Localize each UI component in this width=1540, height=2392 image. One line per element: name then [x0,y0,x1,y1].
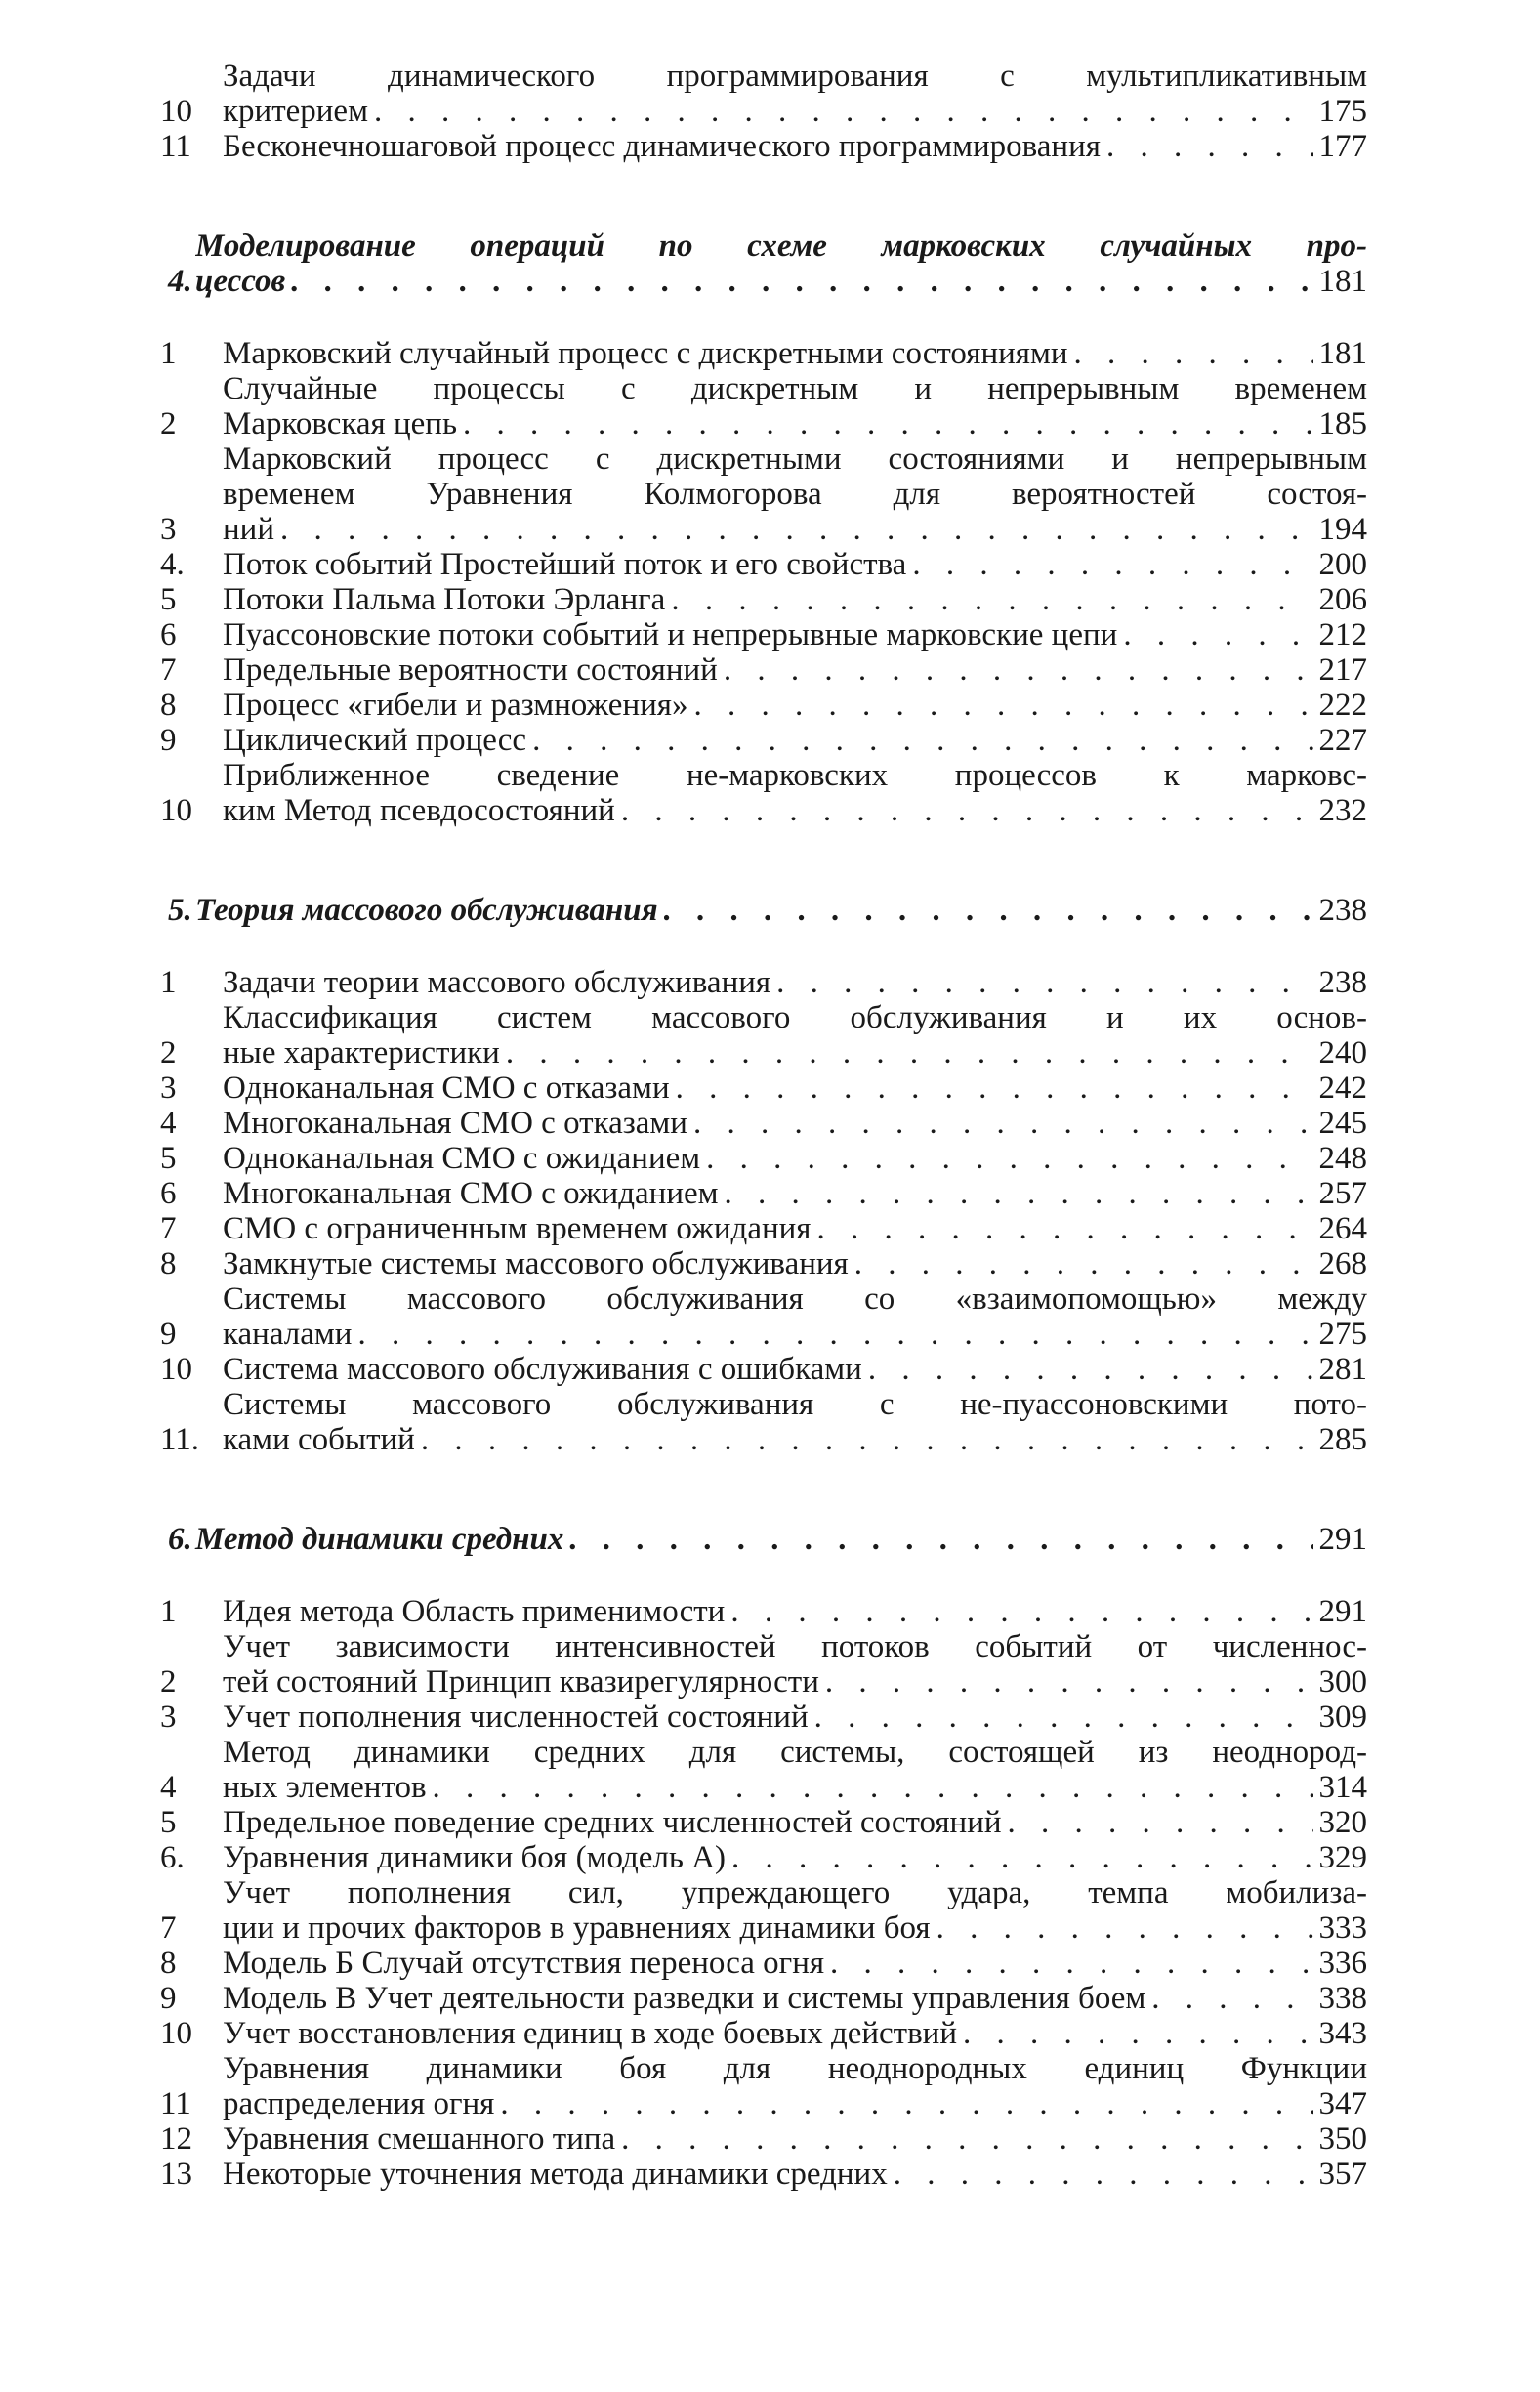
toc-entry-title-line: Системы массового обслуживания со «взаимопомощью» между [223,1281,1367,1317]
dot-leader [500,2086,1312,2121]
toc-entry-title-line: Многоканальная СМО с отказами [223,1106,687,1141]
toc-entry-title-line: временем Уравнения Колмогорова для вероятностей состоя- [223,477,1367,512]
dot-leader [374,94,1313,129]
toc-entry-page: 232 [1318,793,1367,828]
toc-entry[interactable] [156,688,1367,723]
chapter-number: 6. [168,1522,192,1557]
toc-entry-number: 10 [160,1352,192,1387]
toc-entry-number: 13 [160,2157,192,2192]
toc-entry-title-line: Случайные процессы с дискретным и непрерывным временем [223,371,1367,406]
toc-entry-number: 11 [160,2086,191,2121]
dot-leader [693,1106,1313,1141]
toc-entry-page: 291 [1318,1594,1367,1629]
toc-entry[interactable] [156,371,1367,441]
toc-entry-page: 194 [1318,512,1367,547]
toc-entry-page: 300 [1318,1664,1367,1700]
chapter-title-line: цессов [195,264,286,299]
toc-entry-title-line: Уравнения смешанного типа [223,2121,616,2157]
toc-entry[interactable] [156,965,1367,1000]
chapter-heading[interactable] [156,229,1367,299]
toc-entry-page: 175 [1318,94,1367,129]
toc-entry-number: 2 [160,1664,177,1700]
toc-entry-number: 3 [160,1070,177,1106]
toc-entry-title-line: тей состояний Принцип квазирегулярности [223,1664,819,1700]
toc-entry[interactable] [156,1176,1367,1211]
dot-leader [671,582,1312,617]
toc-entry-page: 347 [1318,2086,1367,2121]
toc-entry-page: 227 [1318,723,1367,758]
toc-entry-page: 212 [1318,617,1367,652]
toc-entry[interactable] [156,1735,1367,1805]
toc-entry-title-line: Одноканальная СМО с отказами [223,1070,670,1106]
toc-entry[interactable] [156,1805,1367,1840]
toc-entry-title-line: Потоки Пальма Потоки Эрланга [223,582,666,617]
dot-leader [532,723,1312,758]
toc-entry-page: 343 [1318,2016,1367,2051]
toc-entry-title-line: Замкнутые системы массового обслуживания [223,1246,849,1281]
dot-leader [706,1141,1312,1176]
dot-leader [725,1176,1313,1211]
toc-entry-number: 1 [160,1594,177,1629]
toc-entry-number: 8 [160,688,177,723]
toc-entry-page: 200 [1318,547,1367,582]
toc-entry[interactable] [156,652,1367,688]
toc-entry-title-line: Система массового обслуживания с ошибками [223,1352,862,1387]
toc-entry-page: 185 [1318,406,1367,441]
toc-entry-number: 4. [160,547,185,582]
dot-leader [1123,617,1312,652]
toc-entry[interactable] [156,1352,1367,1387]
toc-entry-number: 2 [160,1035,177,1070]
chapter-title-line: Моделирование операций по схеме марковских случайных про- [195,229,1367,264]
toc-entry-title-line: Модель В Учет деятельности разведки и системы управления боем [223,1981,1146,2016]
chapter-number: 5. [168,893,192,928]
dot-leader [1151,1981,1312,2016]
chapter-title-line: Метод динамики средних [195,1522,564,1557]
toc-entry[interactable] [156,1981,1367,2016]
toc-entry-number: 1 [160,336,177,371]
dot-leader [963,2016,1312,2051]
chapter-page: 181 [1318,264,1367,299]
toc-entry-title-line: Марковская цепь [223,406,458,441]
dot-leader [912,547,1312,582]
dot-leader [936,1910,1313,1946]
toc-entry-number: 8 [160,1246,177,1281]
toc-entry-number: 10 [160,94,192,129]
dot-leader [894,2157,1313,2192]
toc-entry-number: 6 [160,1176,177,1211]
dot-leader [1106,129,1313,164]
toc-entry-title-line: Учет пополнения численностей состояний [223,1700,809,1735]
dot-leader [621,2121,1312,2157]
toc-entry-page: 338 [1318,1981,1367,2016]
toc-entry-title-line: Бесконечношаговой процесс динамического программирования [223,129,1101,164]
toc-entry[interactable] [156,1281,1367,1352]
chapter-heading[interactable] [156,1522,1367,1557]
toc-entry[interactable] [156,1840,1367,1875]
toc-entry[interactable] [156,723,1367,758]
toc-entry-page: 285 [1318,1422,1367,1457]
toc-entry-page: 181 [1318,336,1367,371]
toc-entry-page: 257 [1318,1176,1367,1211]
toc-entry[interactable] [156,1246,1367,1281]
dot-leader [280,512,1313,547]
dot-leader [664,893,1313,928]
toc-entry-number: 9 [160,1317,177,1352]
toc-entry-page: 320 [1318,1805,1367,1840]
dot-leader [463,406,1312,441]
toc-entry-page: 336 [1318,1946,1367,1981]
toc-entry[interactable] [156,1946,1367,1981]
toc-entry[interactable] [156,2121,1367,2157]
toc-entry-page: 314 [1318,1770,1367,1805]
toc-entry-number: 3 [160,512,177,547]
toc-entry-page: 206 [1318,582,1367,617]
toc-entry-title-line: Уравнения динамики боя (модель А) [223,1840,727,1875]
chapter-number: 4. [168,264,192,299]
toc-entry-page: 268 [1318,1246,1367,1281]
chapter-title-line: Теория массового обслуживания [195,893,658,928]
toc-entry-page: 275 [1318,1317,1367,1352]
toc-entry[interactable] [156,1387,1367,1457]
toc-entry-title-line: Задачи динамического программирования с мультипликативным [223,59,1367,94]
toc-entry-number: 5 [160,1141,177,1176]
dot-leader [776,965,1312,1000]
dot-leader [693,688,1312,723]
chapter-page: 291 [1318,1522,1367,1557]
toc-entry-page: 177 [1318,129,1367,164]
toc-entry-page: 350 [1318,2121,1367,2157]
toc-entry-page: 248 [1318,1141,1367,1176]
toc-entry-number: 11. [160,1422,200,1457]
toc-entry-title-line: Приближенное сведение не-марковских процессов к марковс- [223,758,1367,793]
toc-entry-page: 242 [1318,1070,1367,1106]
toc-entry-number: 7 [160,1211,177,1246]
toc-entry-title-line: Учет восстановления единиц в ходе боевых действий [223,2016,958,2051]
chapter-page: 238 [1318,893,1367,928]
toc-entry[interactable] [156,1141,1367,1176]
dot-leader [724,652,1313,688]
dot-leader [621,793,1313,828]
toc-entry-number: 7 [160,652,177,688]
dot-leader [730,1594,1312,1629]
dot-leader [830,1946,1312,1981]
toc-entry-title-line: Классификация систем массового обслуживания и их основ- [223,1000,1367,1035]
toc-entry[interactable] [156,59,1367,129]
toc-entry-title-line: Пуассоновские потоки событий и непрерывные марковские цепи [223,617,1118,652]
toc-entry-title-line: Процесс «гибели и размножения» [223,688,688,723]
toc-entry-title-line: Учет пополнения сил, упреждающего удара, темпа мобилиза- [223,1875,1367,1910]
toc-entry-number: 5 [160,1805,177,1840]
dot-leader [357,1317,1312,1352]
toc-entry-title-line: ные характеристики [223,1035,500,1070]
toc-entry-title-line: ции и прочих факторов в уравнениях динамики боя [223,1910,931,1946]
toc-entry-page: 281 [1318,1352,1367,1387]
toc-entry-title-line: критерием [223,94,368,129]
chapter-heading[interactable] [156,893,1367,928]
toc-entry[interactable] [156,336,1367,371]
toc-entry-title-line: Уравнения динамики боя для неоднородных единиц Функции [223,2051,1367,2086]
dot-leader [825,1664,1313,1700]
toc-entry[interactable] [156,2157,1367,2192]
dot-leader [816,1211,1312,1246]
toc-entry-title-line: Модель Б Случай отсутствия переноса огня [223,1946,825,1981]
dot-leader [868,1352,1313,1387]
toc-entry-title-line: ных элементов [223,1770,427,1805]
toc-entry-page: 245 [1318,1106,1367,1141]
toc-entry-title-line: Метод динамики средних для системы, состоящей из неоднород- [223,1735,1367,1770]
toc-entry[interactable] [156,547,1367,582]
toc-entry-title-line: распределения огня [223,2086,495,2121]
toc-entry-title-line: СМО с ограниченным временем ожидания [223,1211,812,1246]
toc-entry-title-line: Поток событий Простейший поток и его свойства [223,547,907,582]
toc-entry[interactable] [156,1629,1367,1700]
toc-entry[interactable] [156,2051,1367,2121]
toc-entry-page: 333 [1318,1910,1367,1946]
toc-entry[interactable] [156,1875,1367,1946]
toc-entry-title-line: Задачи теории массового обслуживания [223,965,771,1000]
toc-entry[interactable] [156,758,1367,828]
toc-entry-title-line: Предельное поведение средних численностей состояний [223,1805,1002,1840]
toc-entry-number: 4 [160,1106,177,1141]
toc-entry-title-line: Некоторые уточнения метода динамики средних [223,2157,888,2192]
dot-leader [676,1070,1313,1106]
toc-entry[interactable] [156,1700,1367,1735]
table-of-contents [156,59,1367,2192]
toc-entry[interactable] [156,2016,1367,2051]
toc-entry-number: 9 [160,723,177,758]
toc-entry[interactable] [156,441,1367,547]
toc-entry-title-line: каналами [223,1317,353,1352]
toc-entry-title-line: Марковский процесс с дискретными состояниями и непрерывным [223,441,1367,477]
toc-entry-title-line: Одноканальная СМО с ожиданием [223,1141,701,1176]
toc-entry-page: 222 [1318,688,1367,723]
toc-entry-number: 11 [160,129,191,164]
toc-entry-title-line: Многоканальная СМО с ожиданием [223,1176,719,1211]
toc-entry[interactable] [156,1000,1367,1070]
toc-entry-number: 6 [160,617,177,652]
toc-entry[interactable] [156,1594,1367,1629]
toc-entry-title-line: Учет зависимости интенсивностей потоков событий от численнос- [223,1629,1367,1664]
dot-leader [814,1700,1313,1735]
dot-leader [291,264,1312,299]
toc-entry-page: 264 [1318,1211,1367,1246]
toc-entry-page: 357 [1318,2157,1367,2192]
toc-entry-number: 9 [160,1981,177,2016]
toc-entry-number: 4 [160,1770,177,1805]
toc-entry-title-line: Идея метода Область применимости [223,1594,726,1629]
toc-entry-page: 329 [1318,1840,1367,1875]
toc-entry-title-line: Системы массового обслуживания с не-пуассоновскими пото- [223,1387,1367,1422]
toc-entry-page: 217 [1318,652,1367,688]
dot-leader [506,1035,1313,1070]
toc-entry-title-line: ками событий [223,1422,415,1457]
toc-entry[interactable] [156,129,1367,164]
toc-entry[interactable] [156,582,1367,617]
toc-entry[interactable] [156,1106,1367,1141]
dot-leader [854,1246,1313,1281]
toc-entry-page: 240 [1318,1035,1367,1070]
dot-leader [731,1840,1312,1875]
dot-leader [569,1522,1312,1557]
toc-entry-title-line: Циклический процесс [223,723,527,758]
toc-entry-number: 1 [160,965,177,1000]
toc-entry-number: 7 [160,1910,177,1946]
toc-entry-page: 309 [1318,1700,1367,1735]
toc-entry-number: 2 [160,406,177,441]
dot-leader [433,1770,1313,1805]
toc-entry-number: 5 [160,582,177,617]
toc-entry-number: 12 [160,2121,192,2157]
dot-leader [1008,1805,1313,1840]
toc-entry-number: 8 [160,1946,177,1981]
toc-entry-number: 10 [160,2016,192,2051]
toc-entry-title-line: Марковский случайный процесс с дискретными состояниями [223,336,1068,371]
toc-entry-title-line: Предельные вероятности состояний [223,652,718,688]
toc-entry-page: 238 [1318,965,1367,1000]
dot-leader [1074,336,1313,371]
toc-entry[interactable] [156,1211,1367,1246]
toc-entry-title-line: ким Метод псевдосостояний [223,793,615,828]
toc-entry-number: 6. [160,1840,185,1875]
toc-entry-title-line: ний [223,512,274,547]
toc-entry[interactable] [156,1070,1367,1106]
dot-leader [421,1422,1313,1457]
toc-entry-number: 3 [160,1700,177,1735]
toc-entry-number: 10 [160,793,192,828]
toc-entry[interactable] [156,617,1367,652]
